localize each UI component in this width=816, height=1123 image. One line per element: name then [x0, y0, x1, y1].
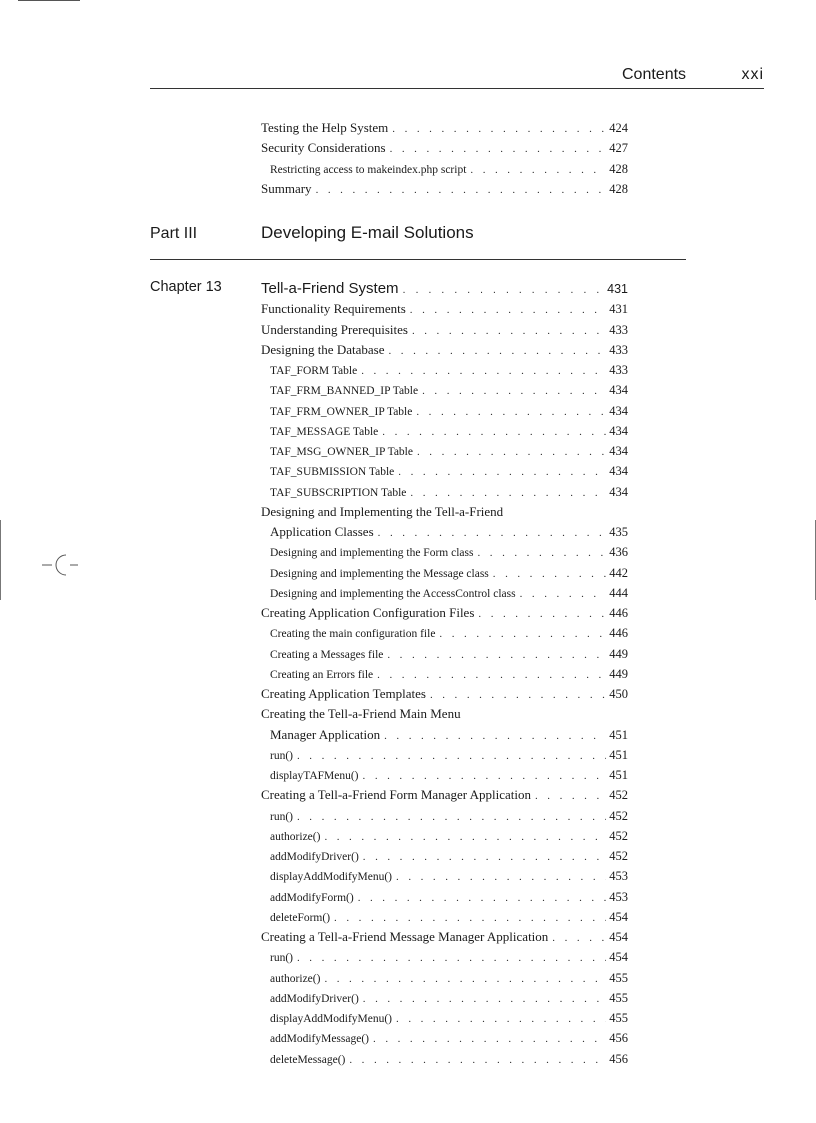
- toc-subentry: Designing and implementing the AccessControl class . . . 444: [261, 583, 628, 603]
- running-head-title: Contents: [622, 66, 687, 83]
- toc-subentry: addModifyForm() . . . 453: [261, 887, 628, 907]
- toc-subentry: Creating the main configuration file . . . 446: [261, 623, 628, 643]
- toc-subentry: addModifyDriver() . . . 455: [261, 988, 628, 1008]
- toc-subentry: displayAddModifyMenu() . . . 455: [261, 1008, 628, 1028]
- toc-subentry: Restricting access to makeindex.php script . . . 428: [261, 159, 628, 179]
- toc-subentry: Creating a Messages file . . . 449: [261, 644, 628, 664]
- toc-subentry: displayTAFMenu() . . . 451: [261, 765, 628, 785]
- toc-entry: Summary . . . 428: [261, 179, 628, 199]
- toc-entries: [150, 118, 628, 1069]
- chapter-title-entry: Tell-a-Friend System . . . 431: [261, 279, 628, 299]
- toc-entry: Creating Application Templates . . . 450: [261, 684, 628, 704]
- toc-subentry: run() . . . 451: [261, 745, 628, 765]
- running-head: [150, 64, 764, 89]
- crop-mark-top: [18, 0, 80, 1]
- toc-subentry: TAF_SUBMISSION Table . . . 434: [261, 461, 628, 481]
- toc-entry: Understanding Prerequisites . . . 433: [261, 320, 628, 340]
- toc-entry: Creating Application Configuration Files . . . 446: [261, 603, 628, 623]
- toc-subentry: Designing and implementing the Message class . . . 442: [261, 563, 628, 583]
- toc-entry: Security Considerations . . . 427: [261, 138, 628, 158]
- toc-subentry: TAF_FRM_OWNER_IP Table . . . 434: [261, 401, 628, 421]
- toc-subentry: TAF_MESSAGE Table . . . 434: [261, 421, 628, 441]
- toc-entry: Creating the Tell-a-Friend Main Menu: [261, 706, 461, 722]
- toc-entry: Functionality Requirements . . . 431: [261, 299, 628, 319]
- toc-entry: Designing and Implementing the Tell-a-Friend: [261, 503, 504, 519]
- toc-entry-continued: Application Classes . . . 435: [261, 522, 628, 542]
- toc-subentry: TAF_FORM Table . . . 433: [261, 360, 628, 380]
- part-label: Part III: [150, 225, 198, 242]
- toc-entry: Testing the Help System . . . 424: [261, 118, 628, 138]
- toc-subentry: TAF_MSG_OWNER_IP Table . . . 434: [261, 441, 628, 461]
- part-title: Developing E-mail Solutions: [261, 223, 474, 242]
- toc-entry: Creating a Tell-a-Friend Form Manager Application . . . 452: [261, 785, 628, 805]
- toc-entry: Creating a Tell-a-Friend Message Manager Application . . . 454: [261, 927, 628, 947]
- toc-subentry: addModifyMessage() . . . 456: [261, 1028, 628, 1048]
- toc-subentry: TAF_SUBSCRIPTION Table . . . 434: [261, 482, 628, 502]
- toc-subentry: Designing and implementing the Form class . . . 436: [261, 542, 628, 562]
- chapter-label: Chapter 13: [150, 279, 222, 295]
- registration-mark-icon: [40, 550, 80, 580]
- running-head-page-number: xxi: [741, 66, 764, 83]
- toc-subentry: TAF_FRM_BANNED_IP Table . . . 434: [261, 380, 628, 400]
- toc-subentry: deleteForm() . . . 454: [261, 907, 628, 927]
- toc-subentry: authorize() . . . 452: [261, 826, 628, 846]
- toc-subentry: displayAddModifyMenu() . . . 453: [261, 866, 628, 886]
- toc-subentry: authorize() . . . 455: [261, 968, 628, 988]
- toc-subentry: deleteMessage() . . . 456: [261, 1049, 628, 1069]
- toc-entry-continued: Manager Application . . . 451: [261, 725, 628, 745]
- part-heading: [150, 221, 686, 260]
- toc-subentry: run() . . . 452: [261, 806, 628, 826]
- toc-entry: Designing the Database . . . 433: [261, 340, 628, 360]
- toc-subentry: run() . . . 454: [261, 947, 628, 967]
- toc-subentry: Creating an Errors file . . . 449: [261, 664, 628, 684]
- crop-mark-left: [0, 520, 1, 600]
- toc-subentry: addModifyDriver() . . . 452: [261, 846, 628, 866]
